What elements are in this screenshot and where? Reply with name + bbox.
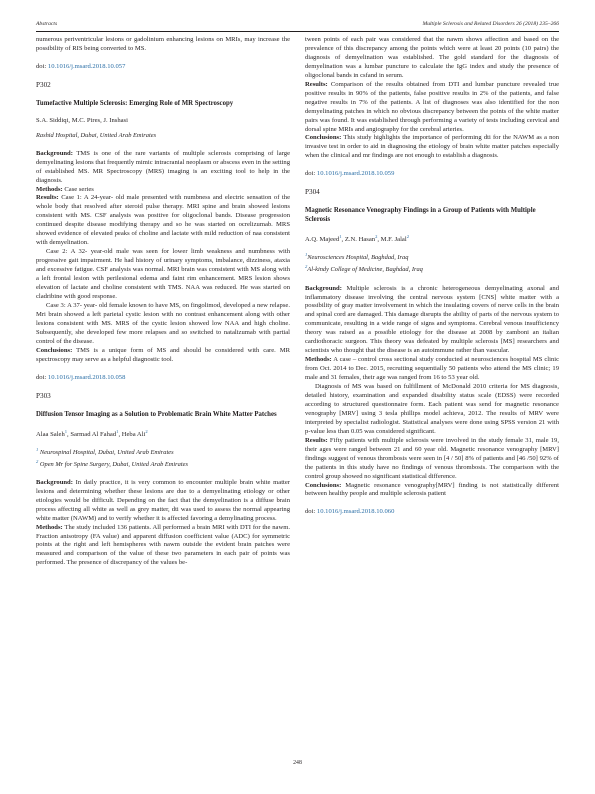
section-text: Case 1: A 24-year- old male presented with numbness and electric sensation of the whole body that resolved after steroid pulse therapy. MRI spine and brain showed lesions consistent with MS. CSF analysis was positive for oligoclonal bands. Disease progression continued despite disease modifying therapy and so he was started on ocrelizumab. MRS showed evidence of elevated peaks of choline and lactate with mild reduction of naa consistent with demyelination. [36,194,290,247]
section-label: Methods: [305,356,332,364]
affiliation-number: 1 [305,252,308,258]
results-section [305,437,559,482]
section-label: Methods: [36,185,63,193]
conclusions-section [36,347,290,365]
methods-section [36,524,290,569]
author-name: Alaa Saleh [36,430,65,438]
section-label: Results: [305,436,328,444]
abstract-title: Tumefactive Multiple Sclerosis: Emerging Role of MR Spectroscopy [36,99,234,107]
abstract-id: P304 [305,188,320,197]
section-text: TMS is one of the rare variants of multiple sclerosis comprising of large demyelinating lesions that frequently mimic intracranial neoplasm or abscess even in the setting of established MS. MR Spectroscopy (MRS) imaging is an exciting tool to help in the diagnosis. [36,149,290,184]
doi-link[interactable]: 10.1016/j.msard.2018.10.057 [47,62,126,70]
conclusions-section [305,134,559,161]
running-header-left: Abstracts [36,21,58,27]
doi-link[interactable]: 10.1016/j.msard.2018.10.058 [47,373,126,381]
affiliation-ref[interactable]: 1 [64,428,68,434]
section-text: Case series [62,185,94,193]
section-text: Fifty patients with multiple sclerosis were involved in the study female 31, male 19, their ages were ranged between 21 and 60 year old. Magnetic resonance venography [MRV] findings suggest of venous thrombosis were seen in [4 / 50] 8% of patients and [46 /50] 92% of the patients in this study have no findings of venous thrombosis. The comparison with the control group showed no significant statistical difference. [305,436,559,480]
author-list [305,233,559,245]
doi-link[interactable]: 10.1016/j.msard.2018.10.060 [316,508,395,516]
background-section [305,285,559,357]
section-text: In daily practice, it is very common to encounter multiple brain white matter lesions and determining whether these lesions are due to a demyelinating etiology or other etiologies would be difficult. Depending on the fact that the demyelination is a diffuse brain process affecting all white as well as grey matter, dti was used to assess the normal appearing white matter (NAWM) and to verify whether it is affected favoring a demylinating process. [36,478,290,522]
case-paragraph: Case 3: A 37- year- old female known to have MS, on fingolimod, developed a new relapse. Mri brain showed a left parietal cystic lesion with no contrast enhancement along with other lesions consistent with MS. MRS of the cystic lesion showed low NAA and high choline. Subsequently, she developed few more relapses and so switched to natalizumab with partial control of the disease. [36,301,290,345]
conclusions-section [305,482,559,500]
methods-section [36,186,290,195]
section-text: TMS is a unique form of MS and should be considered with care. MR spectroscopy may serve as a helpful diagnostic tool. [36,346,290,363]
affiliation-text: Neurosciences Hospital, Baghdad, Iraq [307,254,409,262]
abstract-id: P303 [36,391,51,400]
affiliation-ref[interactable]: 2 [406,234,409,240]
header-rule [36,31,559,32]
author-name: A.Q. Majeed [305,236,340,244]
abstract-title: Diffusion Tensor Imaging as a Solution to Problematic Brain White Matter Patches [36,410,277,418]
section-label: Background: [305,284,342,292]
methods-paragraph: Diagnosis of MS was based on fulfillment of McDonald 2010 criteria for MS diagnosis, detailed history, examination and expanded disability status scale (EDSS) were recorded according to structured questionnaire form. Each patient was send for magnetic resonance venography [MRV] using 3 tesla phillips model achieva, 2012. The results of MRV were interpreted by specialist radiologist. Statistical analyses were done using SPSS version 21 with p-value less than 0.05 was considered significant. [305,383,559,435]
doi-prefix: doi: [36,62,48,70]
section-text: Magnetic resonance venography[MRV] finding is not statistically different between healthy people and multiple sclerosis patient [305,481,559,498]
results-section [36,194,290,248]
doi-prefix: doi: [36,373,48,381]
affiliation-ref[interactable]: 1 [116,428,119,434]
author-name: Sarmad Al Fahad [70,430,117,438]
affiliation [305,263,559,275]
section-label: Background: [36,478,73,486]
affiliation: Rashid Hospital, Dubai, United Arab Emirates [36,131,157,139]
methods-section [305,356,559,383]
doi-link[interactable]: 10.1016/j.msard.2018.10.059 [316,170,395,178]
affiliation-text: Neurospinal Hospital, Dubai, United Arab Emirates [38,448,174,456]
affiliation-ref[interactable]: 2 [375,234,378,240]
section-text: A case – control cross sectional study conducted at neurosciences hospital MS clinic from Oct. 2014 to Dec. 2015, recruiting sequentially 50 patients who attend the MS clinic; 19 male and 31 females, their age was ranged from 16 to 53 year old. [305,356,559,382]
section-label: Conclusions: [36,346,73,354]
affiliation-ref[interactable]: 2 [145,428,148,434]
author-list: S.A. Siddiqi, M.C. Pires, J. Inshasi [36,116,128,124]
doi-prefix: doi: [305,170,317,178]
carryover-text: numerous periventricular lesions or gadolinium enhancing lesions on MRIs, may increase the possibility of RIS being converted to MS. [36,36,290,52]
affiliation-number: 2 [36,458,39,464]
section-text: Comparison of the results obtained from DTI and lumbar puncture revealed true positive results in 90% of the patients, false positive results in 2% of the patients, and false negative results in 7% of the patients. A list of diagnoses was also identified for the non demyelinating patches in which no obvious discrepancy between the points of the white matter pairs was found. It was established through performing a variety of tests including cervical and dorsal spine MRIs and angiography for the cerebral arteries. [305,80,559,133]
author-name: Heba Ali [121,430,146,438]
abstract-title: Magnetic Resonance Venography Findings in a Group of Patients with Multiple Sclerosis [305,207,536,224]
author-list [36,428,290,440]
author-separator: , [377,236,381,244]
right-column [305,36,559,517]
case-paragraph: Case 2: A 32- year-old male was seen for lower limb weakness and numbness with progressive gait impairment. He had history of urinary symptoms, imbalance, dizziness, ataxia and excessive fatigue. CSF analysis was normal. MRI brain was consistent with MS along with a left frontal lesion with perilesional edema and faint rim enhancement. MRS lesion shows elevation of lactate and choline consistent with TMS. NAA was reduced. He was started on cladribine with good response. [36,248,290,300]
section-label: Background: [36,149,73,157]
affiliation-ref[interactable]: 1 [339,234,342,240]
doi-line [36,63,290,72]
continued-text: tween points of each pair was considered that the nawm shows affection and based on the prevalence of this discrepancy among the points which were at least 20 points (10 pairs) the diagnosis of demyelination was established. The gold standard for the diagnosis of demyelination was a lumbar puncture to calculate the IgG index and study the presence of oligoclonal bands in csfand in serum. [305,36,559,79]
doi-line [36,374,290,383]
author-separator: , [118,430,122,438]
affiliation [305,251,559,263]
page-number: 248 [293,760,302,766]
background-section [36,150,290,186]
doi-prefix: doi: [305,508,317,516]
author-name: M.F. Jalal [380,236,407,244]
affiliation-number: 2 [305,264,308,270]
section-text: This study highlights the importance of performing dti for the NAWM as a non invasive test in order to aid in diagnosing the etiology of brain white matter patches especially when the clinical and mr findings are not enough to establish a diagnosis. [305,134,559,160]
background-section [36,479,290,524]
section-label: Conclusions: [305,481,342,489]
section-text: The study included 136 patients. All performed a brain MRI with DTI for the nawm. Fraction anisotropy (FA value) and apparent diffusion coefficient value (ADC) for symmetric points at the right and left hemispheres with nawm outside the evident brain patches were measured and comparison of the value of these two parameters in each pair of points was performed. The presence of discrepancy of the values be- [36,523,290,567]
affiliation-text: Open Mr for Spine Surgery, Dubai, United Arab Emirates [38,460,188,468]
author-name: Z.N. Hasan [344,236,376,244]
section-text: Multiple sclerosis is a chronic heterogeneous demyelinating axonal and inflammatory disease involving the central nervous system [CNS] white matter with a possibility of gray matter involvement in which the insulating covers of nerve cells in the brain and spinal cord are damaged. This damage disrupts the ability of parts of the nervous system to communicate, resulting in a wide range of signs and symptoms. Cerebral venous insufficiency theory was raised as a possible etiology for the disease at 2008 by zamboni an italian cardiothoracic surgeon. This theory was defeated by multiple sclerosis [MS] researchers and scientists who thought that the disease is an autoimmune rather than vascular. [305,284,559,355]
author-separator: , [341,236,345,244]
running-header-right: Multiple Sclerosis and Related Disorders 26 (2018) 235–266 [422,21,559,27]
doi-line [305,508,559,517]
doi-line [305,170,559,179]
abstract-id: P302 [36,80,51,89]
section-label: Results: [36,194,59,202]
affiliation-number: 1 [36,446,39,452]
affiliation-text: Al-kindy College of Medicine, Baghdad, Iraq [307,266,423,274]
affiliation [36,458,290,470]
results-section [305,81,559,135]
section-label: Methods: [36,523,63,531]
left-column [36,36,290,568]
affiliation [36,446,290,458]
section-label: Results: [305,80,328,88]
author-separator: , [67,430,71,438]
section-label: Conclusions: [305,134,342,142]
